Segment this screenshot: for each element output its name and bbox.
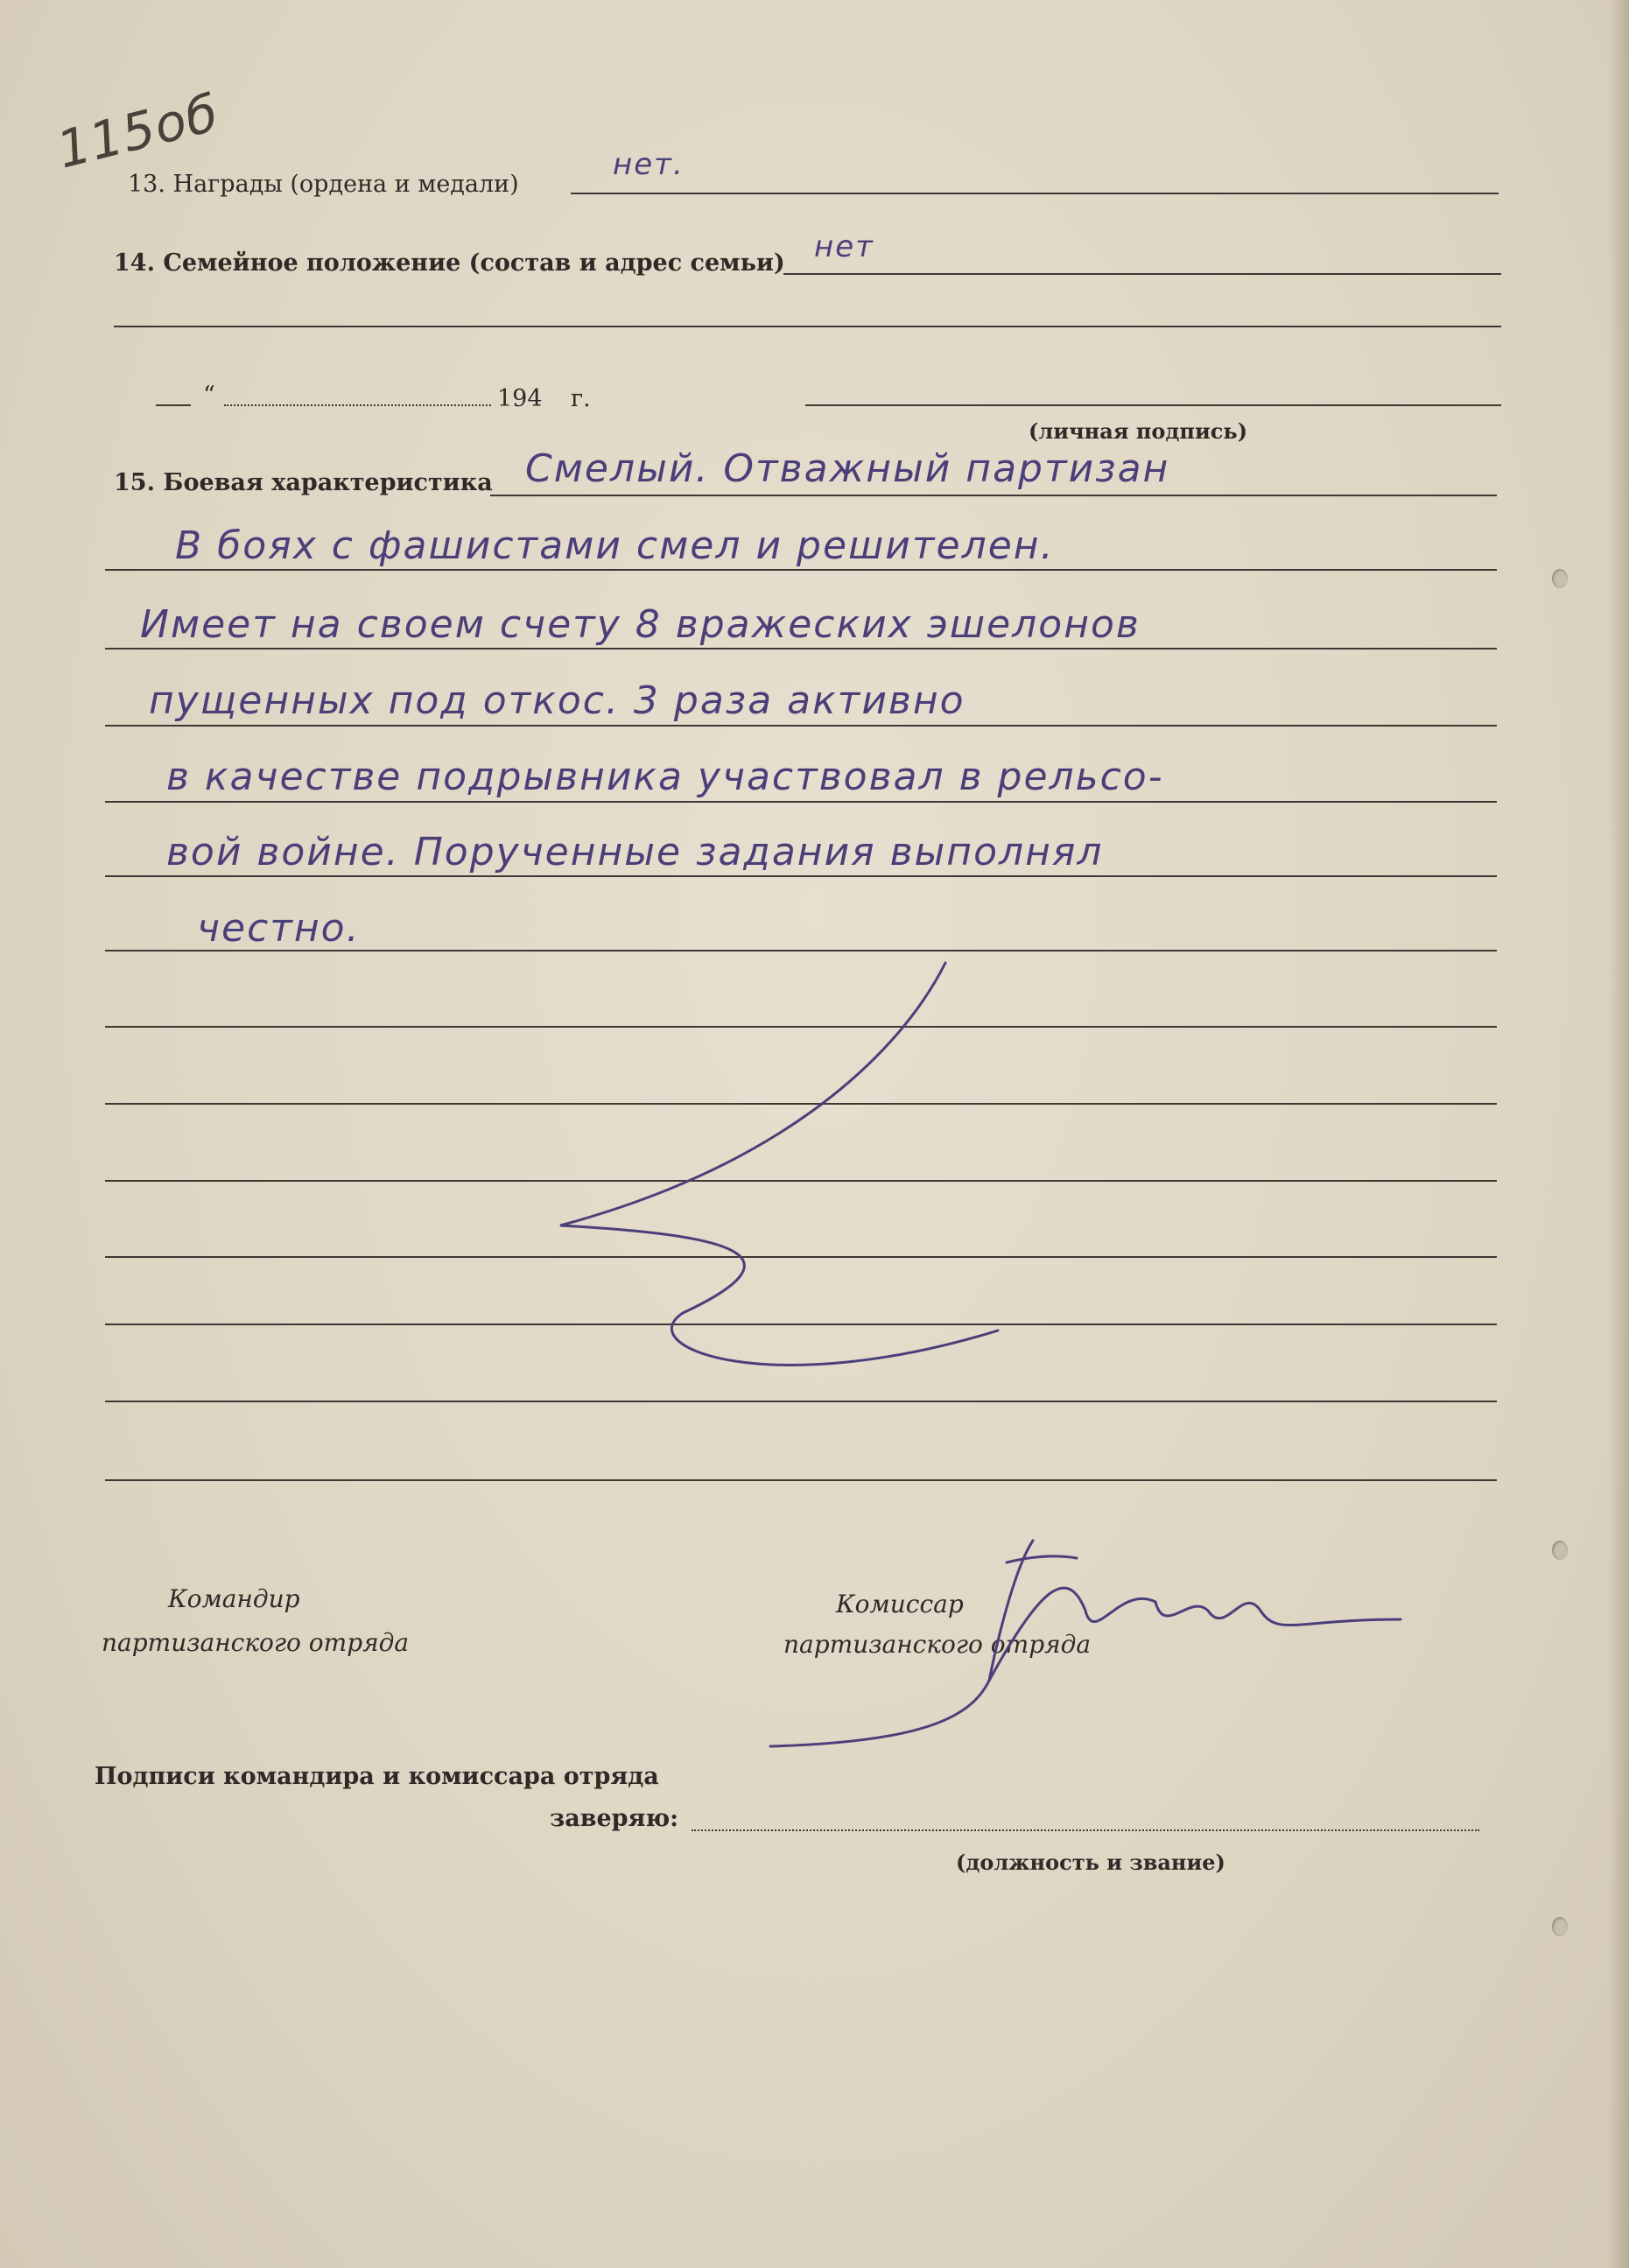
blank-line bbox=[105, 1479, 1497, 1481]
signature-line bbox=[805, 404, 1501, 406]
archive-page-number: 115об bbox=[51, 82, 225, 180]
commander-unit: партизанского отряда bbox=[102, 1628, 410, 1657]
paper-edge bbox=[1608, 0, 1629, 2268]
characteristic-line-1 bbox=[105, 569, 1497, 571]
date-year: 194 bbox=[497, 385, 543, 412]
awards-line bbox=[571, 193, 1499, 194]
characteristic-line-4 bbox=[105, 801, 1497, 803]
awards-value: нет. bbox=[613, 147, 685, 182]
characteristic-text-2: Имеет на своем счету 8 вражеских эшелонов bbox=[140, 602, 1141, 647]
punch-hole bbox=[1552, 1541, 1568, 1560]
family-value: нет bbox=[814, 229, 874, 264]
awards-label: 13. Награды (ордена и медали) bbox=[128, 171, 519, 198]
characteristic-line-3 bbox=[105, 725, 1497, 727]
characteristic-line-2 bbox=[105, 648, 1497, 650]
family-line-2 bbox=[114, 326, 1501, 327]
date-day-line bbox=[156, 404, 191, 406]
punch-hole bbox=[1552, 569, 1568, 588]
commander-title: Командир bbox=[168, 1584, 300, 1613]
punch-hole bbox=[1552, 1917, 1568, 1936]
characteristic-text-1: В боях с фашистами смел и решителен. bbox=[175, 523, 1055, 568]
date-g: г. bbox=[571, 385, 591, 412]
combat-characteristic-label: 15. Боевая характеристика bbox=[114, 469, 493, 496]
date-month-line bbox=[224, 404, 491, 406]
position-rank-caption: (должность и звание) bbox=[956, 1850, 1225, 1875]
characteristic-text-5: вой войне. Порученные задания выполнял bbox=[166, 830, 1104, 874]
characteristic-line-0 bbox=[490, 495, 1497, 496]
characteristic-line-5 bbox=[105, 875, 1497, 877]
commissar-signature bbox=[753, 1514, 1418, 1768]
certification-text: Подписи командира и комиссара отряда bbox=[95, 1763, 659, 1790]
characteristic-text-4: в качестве подрывника участвовал в рельсо- bbox=[166, 755, 1164, 799]
family-label: 14. Семейное положение (состав и адрес семьи) bbox=[114, 249, 785, 277]
blank-line bbox=[105, 1401, 1497, 1402]
certification-assure: заверяю: bbox=[550, 1805, 679, 1832]
date-quote: “ bbox=[203, 382, 215, 409]
commissar-unit: партизанского отряда bbox=[783, 1630, 1092, 1659]
position-rank-line bbox=[692, 1829, 1479, 1831]
family-line bbox=[783, 273, 1501, 275]
characteristic-text-3: пущенных под откос. 3 раза активно bbox=[149, 678, 965, 723]
z-strike-mark bbox=[525, 945, 1015, 1401]
signature-caption: (личная подпись) bbox=[1029, 418, 1248, 444]
commissar-title: Комиссар bbox=[836, 1590, 964, 1618]
characteristic-text-0: Смелый. Отважный партизан bbox=[525, 446, 1170, 491]
characteristic-text-6: честно. bbox=[197, 906, 361, 951]
